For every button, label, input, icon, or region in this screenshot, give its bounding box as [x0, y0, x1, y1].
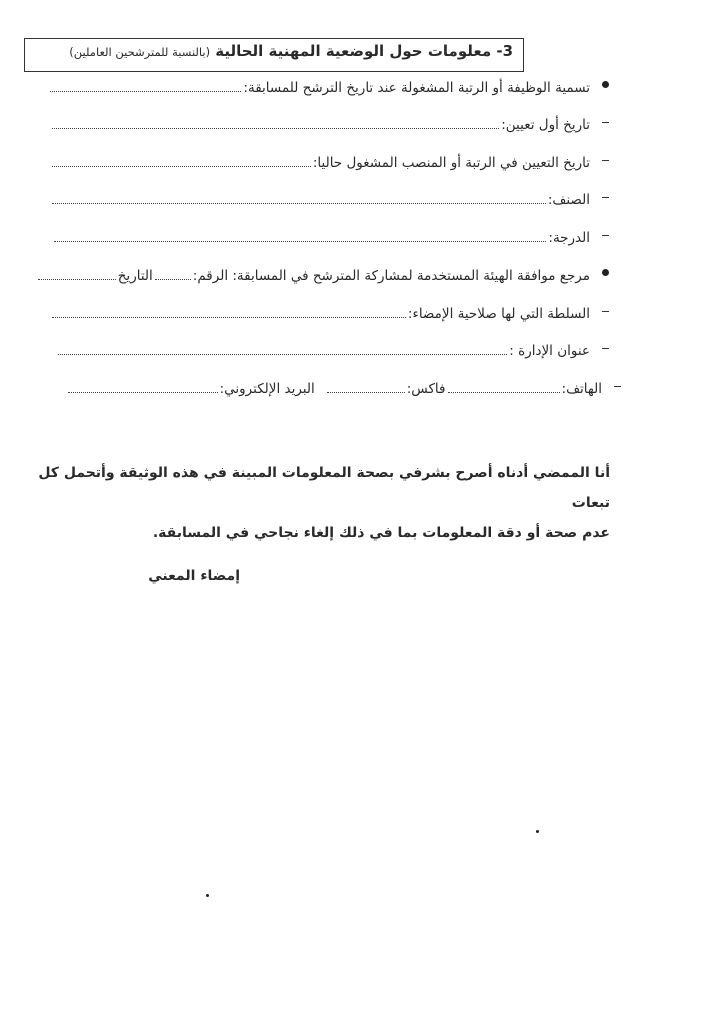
- class-label: الصنف:: [547, 192, 590, 208]
- first-appointment-label: تاريخ أول تعيين:: [501, 117, 590, 133]
- dash-icon: [598, 119, 612, 133]
- bullet-icon: [598, 81, 612, 96]
- phone-label: الهاتف:: [561, 381, 602, 397]
- dash-icon: [598, 157, 612, 171]
- declaration-line-1: أنا الممضي أدناه أصرح بشرفي بصحة المعلومات المبينة في هذه الوثيقة وأتحمل كل تبعات: [38, 465, 610, 511]
- dash-icon: [598, 345, 612, 359]
- job-title-input-line[interactable]: [50, 91, 241, 92]
- job-title-label: تسمية الوظيفة أو الرتبة المشغولة عند تاريخ الترشح للمسابقة:: [243, 80, 590, 96]
- declaration-line-2: عدم صحة أو دقة المعلومات بما في ذلك إلغاء نجاحي في المسابقة.: [152, 525, 610, 541]
- section-title: 3- معلومات حول الوضعية المهنية الحالية: [215, 42, 513, 60]
- fax-input-line[interactable]: [327, 392, 405, 393]
- class-input-line[interactable]: [52, 203, 546, 204]
- admin-address-label: عنوان الإدارة :: [509, 343, 590, 359]
- fax-label: فاكس:: [406, 381, 446, 397]
- section-subtitle: (بالنسبة للمترشحين العاملين): [69, 45, 211, 59]
- phone-input-line[interactable]: [448, 392, 560, 393]
- signing-authority-label: السلطة التي لها صلاحية الإمضاء:: [407, 306, 590, 322]
- admin-address-input-line[interactable]: [58, 354, 507, 355]
- declaration-text: [30, 458, 610, 548]
- email-label: البريد الإلكتروني:: [219, 381, 315, 397]
- scan-speck: [536, 830, 539, 833]
- approval-reference-label: مرجع موافقة الهيئة المستخدمة لمشاركة المترشح في المسابقة: الرقم:: [192, 268, 590, 284]
- approval-date-input-line[interactable]: [38, 279, 116, 280]
- field-signing-authority: [50, 306, 612, 322]
- degree-label: الدرجة:: [548, 230, 590, 246]
- approval-date-label: التاريخ: [117, 268, 153, 284]
- email-input-line[interactable]: [68, 392, 218, 393]
- field-first-appointment: [50, 117, 612, 133]
- field-approval-reference: [36, 268, 612, 284]
- field-class: [50, 192, 612, 208]
- dash-icon: [598, 308, 612, 322]
- dash-icon: [610, 383, 624, 397]
- field-job-title: [48, 80, 612, 96]
- bullet-icon: [598, 269, 612, 284]
- dash-icon: [598, 232, 612, 246]
- degree-input-line[interactable]: [54, 241, 546, 242]
- field-contact: [66, 381, 624, 397]
- field-appointment-date: [50, 155, 612, 171]
- scan-speck: [206, 894, 209, 897]
- first-appointment-input-line[interactable]: [52, 128, 499, 129]
- section-header-box: [24, 38, 524, 72]
- appointment-date-input-line[interactable]: [52, 166, 311, 167]
- signing-authority-input-line[interactable]: [52, 317, 406, 318]
- appointment-date-label: تاريخ التعيين في الرتبة أو المنصب المشغول حاليا:: [312, 155, 590, 171]
- field-degree: [52, 230, 612, 246]
- approval-number-input-line[interactable]: [155, 279, 191, 280]
- field-admin-address: [56, 343, 612, 359]
- dash-icon: [598, 194, 612, 208]
- signature-label: إمضاء المعني: [148, 568, 240, 584]
